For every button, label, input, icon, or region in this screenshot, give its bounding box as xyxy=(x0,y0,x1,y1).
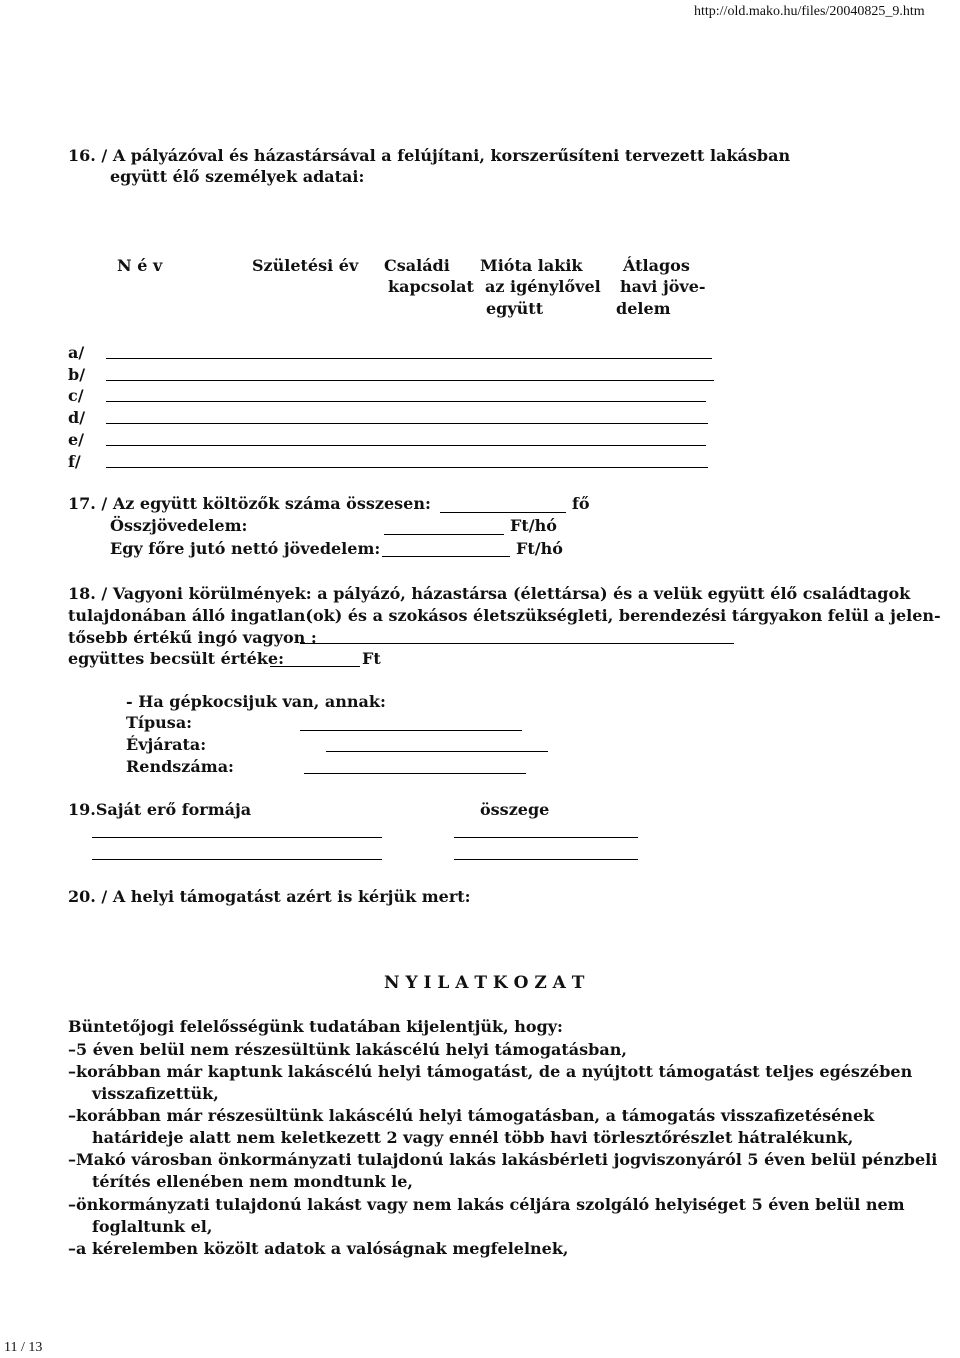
row-line-c xyxy=(106,401,706,402)
declaration-item-5-cont: foglaltunk el, xyxy=(92,1217,213,1236)
row-label-d: d/ xyxy=(68,408,86,427)
car-year-field xyxy=(326,751,548,752)
persons-count-field xyxy=(440,512,566,513)
section-18-line-3: tősebb értékű ingó vagyon : xyxy=(68,628,317,647)
col-header-family-1: Családi xyxy=(384,256,450,275)
col-header-family-2: kapcsolat xyxy=(388,277,474,296)
own-funds-form-field-1 xyxy=(92,837,382,838)
persons-unit: fő xyxy=(572,494,590,513)
own-funds-label: 19.Saját erő formája xyxy=(68,800,252,819)
own-funds-amount-label: összege xyxy=(480,800,550,819)
movable-assets-field xyxy=(300,643,734,644)
section-17-persons: 17. / Az együtt költözők száma összesen: xyxy=(68,494,431,513)
col-header-income-2: havi jöve- xyxy=(620,277,706,296)
declaration-item-5: –önkormányzati tulajdonú lakást vagy nem lakás céljára szolgáló helyiséget 5 éven belül nem xyxy=(68,1195,905,1214)
car-type-label: Típusa: xyxy=(126,713,193,732)
total-income-label: Összjövedelem: xyxy=(110,516,248,535)
declaration-item-3: –korábban már részesültünk lakáscélú helyi támogatásban, a támogatás visszafizetésének xyxy=(68,1106,875,1125)
total-income-field xyxy=(384,534,504,535)
section-18-line-2: tulajdonában álló ingatlan(ok) és a szokásos életszükségleti, berendezési tárgyakon felül a jelen- xyxy=(68,606,941,625)
estimated-value-label: együttes becsült értéke: xyxy=(68,649,284,668)
row-label-e: e/ xyxy=(68,430,85,449)
page-number: 11 / 13 xyxy=(4,1340,43,1355)
estimated-value-unit: Ft xyxy=(362,649,381,668)
estimated-value-field xyxy=(270,666,360,667)
per-capita-income-label: Egy főre jutó nettó jövedelem: xyxy=(110,539,381,558)
row-label-f: f/ xyxy=(68,452,81,471)
col-header-since-1: Mióta lakik xyxy=(480,256,583,275)
car-plate-field xyxy=(304,773,526,774)
row-line-b xyxy=(106,380,714,381)
per-capita-income-unit: Ft/hó xyxy=(516,539,563,558)
declaration-item-2: –korábban már kaptunk lakáscélú helyi támogatást, de a nyújtott támogatást teljes egészében xyxy=(68,1062,913,1081)
section-16-title: 16. / A pályázóval és házastársával a felújítani, korszerűsíteni tervezett lakásban xyxy=(68,146,791,165)
declaration-item-6: –a kérelemben közölt adatok a valóságnak megfelelnek, xyxy=(68,1239,569,1258)
own-funds-amount-field-2 xyxy=(454,859,638,860)
col-header-income-1: Átlagos xyxy=(623,256,690,275)
per-capita-income-field xyxy=(382,556,510,557)
section-16-subtitle: együtt élő személyek adatai: xyxy=(110,167,365,186)
col-header-since-3: együtt xyxy=(486,299,544,318)
own-funds-amount-field-1 xyxy=(454,837,638,838)
declaration-item-3-cont: határideje alatt nem keletkezett 2 vagy ennél több havi törlesztőrészlet hátralékunk, xyxy=(92,1128,854,1147)
declaration-item-4-cont: térítés ellenében nem mondtunk le, xyxy=(92,1172,413,1191)
page-url: http://old.mako.hu/files/20040825_9.htm xyxy=(694,4,925,19)
col-header-birth-year: Születési év xyxy=(252,256,359,275)
row-label-a: a/ xyxy=(68,343,85,362)
col-header-income-3: delem xyxy=(616,299,671,318)
section-20-label: 20. / A helyi támogatást azért is kérjük mert: xyxy=(68,887,471,906)
declaration-title: N Y I L A T K O Z A T xyxy=(384,973,585,993)
row-line-a xyxy=(106,358,712,359)
row-line-e xyxy=(106,445,706,446)
car-type-field xyxy=(300,730,522,731)
declaration-item-4: –Makó városban önkormányzati tulajdonú lakás lakásbérleti jogviszonyáról 5 éven belül pénzbeli xyxy=(68,1150,938,1169)
col-header-since-2: az igénylővel xyxy=(485,277,601,296)
car-intro: - Ha gépkocsijuk van, annak: xyxy=(126,692,386,711)
row-line-d xyxy=(106,423,708,424)
row-label-c: c/ xyxy=(68,386,84,405)
declaration-item-1: –5 éven belül nem részesültünk lakáscélú helyi támogatásban, xyxy=(68,1040,627,1059)
car-year-label: Évjárata: xyxy=(126,735,207,754)
row-label-b: b/ xyxy=(68,365,86,384)
col-header-name: N é v xyxy=(117,256,163,275)
section-18-line-1: 18. / Vagyoni körülmények: a pályázó, házastársa (élettársa) és a velük együtt élő családtagok xyxy=(68,584,911,603)
car-plate-label: Rendszáma: xyxy=(126,757,234,776)
row-line-f xyxy=(106,467,708,468)
own-funds-form-field-2 xyxy=(92,859,382,860)
declaration-item-2-cont: visszafizettük, xyxy=(92,1084,219,1103)
declaration-intro: Büntetőjogi felelősségünk tudatában kijelentjük, hogy: xyxy=(68,1017,563,1036)
total-income-unit: Ft/hó xyxy=(510,516,557,535)
